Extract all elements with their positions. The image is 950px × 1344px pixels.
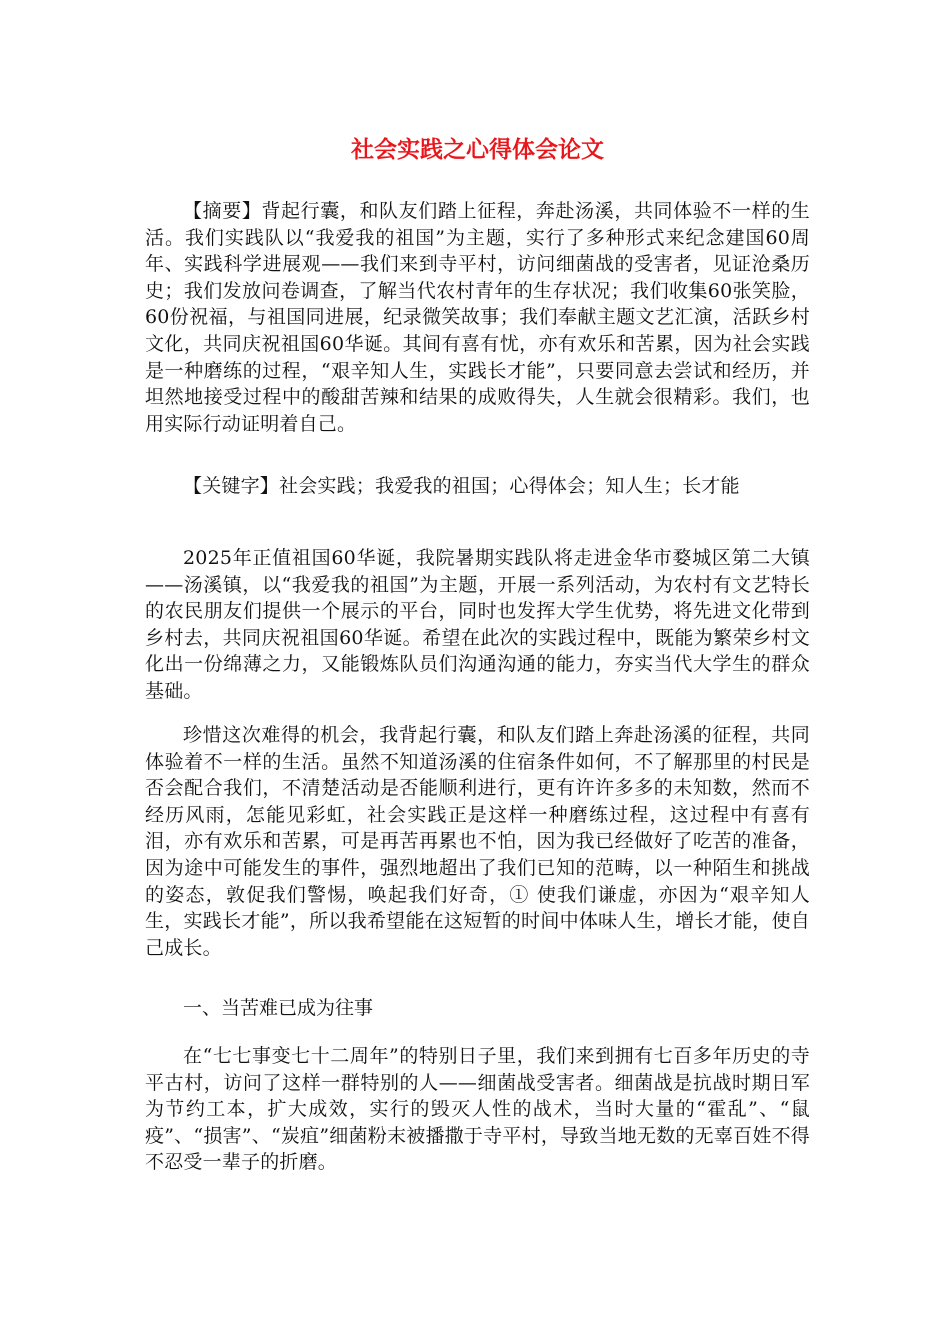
body-paragraph-3: 在“七七事变七十二周年”的特别日子里，我们来到拥有七百多年历史的寺平古村，访问了这样一群特别的人——细菌战受害者。细菌战是抗战时期日军为节约工本，扩大成效，实行的毁灭人性的战术，当时大量的“霍乱”、“鼠疫”、“损害”、“炭疽”细菌粉末被播撒于寺平村，导致当地无数的无辜百姓不得不忍受一辈子的折磨。 (145, 1045, 810, 1174)
body-paragraph-1: 2025年正值祖国60华诞，我院暑期实践队将走进金华市婺城区第二大镇——汤溪镇，以“我爱我的祖国”为主题，开展一系列活动，为农村有文艺特长的农民朋友们提供一个展示的平台，同时也发挥大学生优势，将先进文化带到乡村去，共同庆祝祖国60华诞。希望在此次的实践过程中，既能为繁荣乡村文化出一份绵薄之力，又能锻炼队员们沟通沟通的能力，夯实当代大学生的群众基础。 (145, 547, 810, 702)
document-title: 社会实践之心得体会论文 (351, 137, 604, 163)
body-paragraph-2: 珍惜这次难得的机会，我背起行囊，和队友们踏上奔赴汤溪的征程，共同体验着不一样的生活。虽然不知道汤溪的住宿条件如何，不了解那里的村民是否会配合我们，不清楚活动是否能顺利进行，更有许许多多的未知数，然而不经历风雨，怎能见彩虹，社会实践正是这样一种磨练过程，这过程中有喜有泪，亦有欢乐和苦累，可是再苦再累也不怕，因为我已经做好了吃苦的准备，因为途中可能发生的事件，强烈地超出了我们已知的范畴，以一种陌生和挑战的姿态，敦促我们警惕，唤起我们好奇，① 使我们谦虚，亦因为“艰辛知人生，实践长才能”，所以我希望能在这短暂的时间中体味人生，增长才能，使自己成长。 (145, 724, 810, 959)
abstract-paragraph: 【摘要】背起行囊，和队友们踏上征程，奔赴汤溪，共同体验不一样的生活。我们实践队以“我爱我的祖国”为主题，实行了多种形式来纪念建国60周年、实践科学进展观——我们来到寺平村，访问细菌战的受害者，见证沧桑历史；我们发放问卷调查，了解当代农村青年的生存状况；我们收集60张笑脸，60份祝福，与祖国同进展，纪录微笑故事；我们奉献主题文艺汇演，活跃乡村文化，共同庆祝祖国60华诞。其间有喜有忧，亦有欢乐和苦累，因为社会实践是一种磨练的过程，“艰辛知人生，实践长才能”，只要同意去尝试和经历，并坦然地接受过程中的酸甜苦辣和结果的成败得失，人生就会很精彩。我们，也用实际行动证明着自己。 (145, 200, 810, 435)
keywords-paragraph: 【关键字】社会实践；我爱我的祖国；心得体会；知人生；长才能 (183, 475, 740, 497)
section-heading-1: 一、当苦难已成为往事 (183, 997, 374, 1019)
